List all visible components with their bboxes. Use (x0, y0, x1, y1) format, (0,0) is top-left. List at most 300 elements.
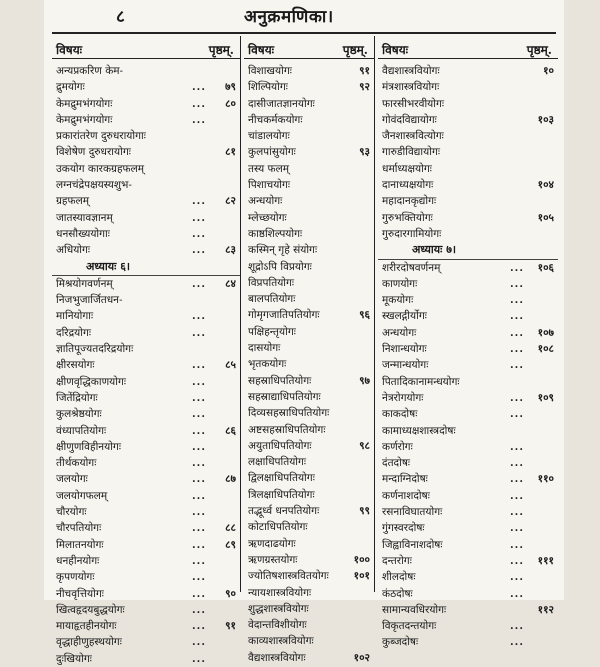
entry-title: काव्यशास्त्रवियोगः (248, 635, 314, 648)
index-entry (244, 324, 374, 340)
entry-title: तस्य फलम् (248, 162, 289, 175)
entry-leader-dots: ... (192, 375, 206, 388)
entry-title: शिल्पियोगः (248, 81, 288, 94)
index-entry (378, 406, 558, 422)
entry-leader-dots: ... (192, 424, 206, 437)
entry-title: गुरुभक्तियोगः (382, 211, 433, 224)
index-column-2 (244, 36, 374, 664)
index-entry (244, 161, 374, 177)
entry-title: नीचवृत्तियोगः (56, 587, 104, 600)
index-entry (378, 112, 558, 128)
entry-title: द्रुमयोगः (56, 81, 85, 94)
index-entry (244, 356, 374, 372)
index-entry (52, 357, 240, 373)
chapter-heading (378, 242, 558, 259)
index-entry (52, 96, 240, 112)
index-entry (52, 193, 240, 209)
entry-page-number: ८६ (225, 424, 236, 437)
chapter-heading (52, 259, 240, 276)
index-entry (52, 112, 240, 128)
entry-page-number: १०२ (353, 651, 370, 664)
entry-page-number: १०० (353, 553, 370, 566)
index-entry (52, 406, 240, 422)
entry-leader-dots: ... (192, 244, 206, 257)
index-entry (52, 423, 240, 439)
entry-title: धनहीनयोगः (56, 554, 100, 567)
column-header-subject: विषयः (248, 43, 275, 57)
entry-title: दानाध्यक्षयोगः (382, 179, 434, 192)
entry-title: शूद्रोऽपि विप्रयोगः (248, 260, 312, 273)
index-entry (244, 617, 374, 633)
entry-leader-dots: ... (192, 473, 206, 486)
index-entry (244, 470, 374, 486)
index-entry (378, 144, 558, 160)
index-entry (52, 537, 240, 553)
entry-leader-dots: ... (510, 506, 524, 519)
index-entry (52, 586, 240, 602)
entry-leader-dots: ... (510, 636, 524, 649)
entry-title: अष्टसहस्राधिपतियोगः (248, 423, 326, 436)
index-entry (378, 634, 558, 650)
index-entry (378, 193, 558, 209)
entry-title: कृपणयोगः (56, 571, 95, 584)
entry-title: पिशाचयोगः (248, 179, 291, 192)
entry-title: चौरयोगः (56, 506, 87, 519)
entry-title: नीचकर्मकयोगः (248, 113, 303, 126)
index-entry (244, 128, 374, 144)
index-entry (378, 602, 558, 618)
entry-title: तद्भूर्ध्व धनपतियोगः (248, 505, 320, 518)
entry-leader-dots: ... (192, 554, 206, 567)
entry-title: कस्मिन् गृहे संयोगः (248, 244, 318, 257)
index-entry (378, 423, 558, 439)
entry-list (52, 63, 240, 667)
page-number: ८ (116, 7, 125, 27)
entry-title: पक्षिहन्तृयोगः (248, 325, 296, 338)
index-entry (244, 536, 374, 552)
index-entry (244, 601, 374, 617)
entry-leader-dots: ... (510, 538, 524, 551)
entry-leader-dots: ... (192, 506, 206, 519)
index-entry (52, 144, 240, 160)
index-entry (244, 568, 374, 584)
entry-title: चौरपतियोगः (56, 522, 102, 535)
entry-leader-dots: ... (192, 620, 206, 633)
index-entry (244, 307, 374, 323)
index-entry (244, 63, 374, 79)
index-entry (378, 455, 558, 471)
index-entry (244, 422, 374, 438)
entry-title: लग्नचंद्रेपक्षयस्यशुभ- (56, 179, 132, 192)
index-entry (378, 586, 558, 602)
entry-leader-dots: ... (510, 277, 524, 290)
entry-title: अधियोगः (56, 244, 91, 257)
entry-leader-dots: ... (510, 261, 524, 274)
column-header (52, 36, 240, 59)
index-entry (52, 602, 240, 618)
index-entry (244, 454, 374, 470)
index-entry (52, 276, 240, 292)
index-entry (378, 79, 558, 95)
entry-leader-dots: ... (192, 636, 206, 649)
entry-page-number: १०३ (537, 113, 554, 126)
index-entry (52, 341, 240, 357)
column-header-page: पृष्ठम्. (526, 43, 552, 57)
entry-title: मायाहृतहीनयोगः (56, 620, 117, 633)
entry-title: शरीरदोषवर्णनम् (382, 261, 441, 274)
entry-leader-dots: ... (510, 571, 524, 584)
entry-page-number: १० (543, 65, 554, 77)
index-entry (244, 405, 374, 421)
entry-title: विशाखयोगः (248, 65, 292, 77)
entry-title: कोटाधिपतियोगः (248, 521, 308, 534)
entry-title: शीलदोषः (382, 571, 416, 584)
entry-title: ज्ञातिपूज्यतदरिद्रयोगः (56, 343, 134, 356)
entry-title: महादानकृद्योगः (382, 195, 437, 208)
entry-page-number: ११२ (537, 603, 554, 616)
entry-page-number: ९७ (359, 374, 370, 387)
column-header-subject: विषयः (56, 43, 83, 57)
entry-page-number: १०५ (537, 211, 554, 224)
index-entry (244, 650, 374, 666)
entry-title: न्यायशास्त्रवियोगः (248, 586, 312, 599)
index-entry (244, 144, 374, 160)
entry-title: द्विलक्षाधिपतियोगः (248, 472, 315, 485)
entry-page-number: ९९ (359, 505, 370, 518)
entry-leader-dots: ... (510, 489, 524, 502)
index-entry (244, 96, 374, 112)
entry-title: वृद्धाहीणुहस्थयोगः (56, 636, 122, 649)
index-entry (244, 340, 374, 356)
entry-list (378, 63, 558, 651)
index-entry (52, 374, 240, 390)
entry-title: क्षीणवृद्धिकाणयोगः (56, 375, 127, 388)
entry-page-number: ९६ (359, 309, 370, 322)
entry-page-number: ९० (225, 587, 236, 600)
entry-leader-dots: ... (192, 195, 206, 208)
entry-title: मानियोगाः (56, 310, 94, 323)
entry-page-number: ९१ (225, 620, 236, 633)
entry-leader-dots: ... (192, 227, 206, 240)
entry-title: कर्णरोगः (382, 440, 413, 453)
entry-page-number: १०६ (537, 261, 554, 274)
column-divider (240, 36, 241, 592)
entry-page-number: ७९ (225, 81, 236, 94)
index-entry (378, 618, 558, 634)
index-entry (378, 390, 558, 406)
top-rule (52, 32, 556, 34)
entry-title: फारसीभरवीयोगः (382, 97, 445, 110)
column-divider (374, 36, 375, 592)
index-entry (52, 325, 240, 341)
entry-title: गोमृगजातिपतियोगः (248, 309, 320, 322)
index-entry (52, 520, 240, 536)
entry-title: चांडालयोगः (248, 130, 290, 143)
entry-leader-dots: ... (510, 326, 524, 339)
entry-title: शुद्धशास्त्रवियोगः (248, 602, 309, 615)
entry-leader-dots: ... (192, 457, 206, 470)
entry-leader-dots: ... (192, 489, 206, 502)
index-entry (244, 487, 374, 503)
entry-leader-dots: ... (510, 473, 524, 486)
entry-leader-dots: ... (510, 294, 524, 307)
entry-leader-dots: ... (510, 343, 524, 356)
entry-title: लक्षाधिपतियोगः (248, 456, 307, 469)
entry-title: सहस्राधिपतियोगः (248, 374, 312, 387)
entry-title: वंध्यापतियोगः (56, 424, 107, 437)
index-entry (378, 128, 558, 144)
entry-title: अन्यप्रकरिण केम- (56, 65, 124, 77)
entry-title: वेदान्तविशीयोगः (248, 619, 307, 632)
index-entry (378, 488, 558, 504)
index-entry (52, 390, 240, 406)
entry-title: विप्रपतियोगः (248, 276, 295, 289)
entry-title: जिह्वाविनाशदोषः (382, 538, 443, 551)
entry-leader-dots: ... (192, 310, 206, 323)
entry-page-number: ९२ (359, 81, 370, 94)
entry-title: वैद्यशास्त्रवियोगः (382, 65, 440, 77)
index-entry (52, 439, 240, 455)
entry-leader-dots: ... (510, 310, 524, 323)
entry-title: काकदोषः (382, 408, 418, 421)
index-entry (52, 79, 240, 95)
entry-title: काणयोगः (382, 277, 418, 290)
entry-title: गारुडीविद्यायोगः (382, 146, 440, 159)
entry-page-number: ९३ (359, 146, 370, 159)
entry-title: क्षीणुणविहीनयोगः (56, 440, 121, 453)
index-entry (52, 618, 240, 634)
entry-title: वैद्यशास्त्रवियोगः (248, 651, 306, 664)
index-entry (244, 79, 374, 95)
index-entry (378, 553, 558, 569)
entry-page-number: १०७ (537, 326, 554, 339)
page-header (44, 4, 564, 28)
index-entry (378, 161, 558, 177)
entry-title: जितेंद्रियोगः (56, 391, 98, 404)
entry-title: अयुताधिपतियोगः (248, 439, 312, 452)
index-entry (244, 177, 374, 193)
entry-title: मिश्रयोगवर्णनम् (56, 277, 113, 290)
index-entry (244, 259, 374, 275)
index-entry (244, 291, 374, 307)
entry-title: दरिद्रयोगः (56, 326, 92, 339)
index-entry (244, 193, 374, 209)
entry-title: अन्धयोगः (248, 195, 283, 208)
index-entry (52, 161, 240, 177)
entry-page-number: १०१ (353, 570, 370, 583)
index-entry (52, 128, 240, 144)
entry-leader-dots: ... (510, 554, 524, 567)
entry-title: मन्दाग्निदोषः (382, 473, 428, 486)
index-column-1 (52, 36, 240, 665)
entry-leader-dots: ... (192, 359, 206, 372)
entry-title: स्खलद्गीर्योगः (382, 310, 427, 323)
entry-page-number: ८८ (225, 522, 236, 535)
column-header-subject: विषयः (382, 43, 409, 57)
entry-title: ज्योतिषशास्त्रवितयोगः (248, 570, 329, 583)
entry-title: अध्यायः ६। (86, 259, 131, 273)
index-entry (244, 373, 374, 389)
index-entry (378, 341, 558, 357)
entry-title: ऋणग्रस्तयोगः (248, 553, 298, 566)
column-header (378, 36, 558, 59)
entry-leader-dots: ... (192, 571, 206, 584)
entry-title: धर्माध्यक्षयोगः (382, 162, 432, 175)
entry-title: खित्वहृदयबुद्धयोगः (56, 603, 125, 616)
index-entry (244, 112, 374, 128)
entry-page-number: ८५ (225, 359, 236, 372)
entry-title: जलयोगफलम् (56, 489, 108, 502)
index-entry (378, 537, 558, 553)
index-entry (378, 357, 558, 373)
entry-leader-dots: ... (192, 277, 206, 290)
index-entry (52, 210, 240, 226)
entry-title: गुरुदारगामियोगः (382, 227, 442, 240)
index-entry (244, 438, 374, 454)
index-entry (52, 226, 240, 242)
entry-title: कर्णनाशदोषः (382, 489, 430, 502)
index-entry (244, 210, 374, 226)
index-entry (378, 226, 558, 242)
entry-page-number: ८९ (225, 538, 236, 551)
index-entry (52, 63, 240, 79)
index-entry (378, 276, 558, 292)
entry-title: दिव्यसहस्राधिपतियोगः (248, 407, 330, 420)
entry-title: अन्धयोगः (382, 326, 417, 339)
index-entry (378, 308, 558, 324)
index-entry (52, 634, 240, 650)
entry-page-number: ९८ (359, 439, 370, 452)
index-entry (378, 374, 558, 390)
index-entry (244, 389, 374, 405)
index-entry (52, 488, 240, 504)
entry-title: नेत्ररोगयोगः (382, 391, 424, 404)
index-entry (52, 471, 240, 487)
entry-page-number: ८१ (225, 146, 236, 159)
entry-leader-dots: ... (510, 587, 524, 600)
entry-leader-dots: ... (192, 97, 206, 110)
column-header-page: पृष्ठम्. (342, 43, 368, 57)
entry-leader-dots: ... (192, 440, 206, 453)
entry-title: मंत्रशास्त्रवियोगः (382, 81, 440, 94)
entry-leader-dots: ... (192, 603, 206, 616)
entry-page-number: ८२ (225, 195, 236, 208)
index-entry (52, 651, 240, 667)
entry-title: विकृतदन्तयोगः (382, 620, 437, 633)
index-entry (52, 455, 240, 471)
entry-page-number: ८० (225, 97, 236, 110)
index-entry (244, 552, 374, 568)
index-entry (378, 260, 558, 276)
index-entry (244, 226, 374, 242)
index-entry (244, 275, 374, 291)
entry-page-number: १०८ (537, 343, 554, 356)
entry-title: विशेषेण दुरुधरायोगः (56, 146, 131, 159)
entry-title: कुलश्रेष्ठयोगः (56, 408, 102, 421)
entry-page-number: १०४ (537, 179, 554, 192)
index-entry (52, 504, 240, 520)
entry-title: ग्रहफलम् (56, 195, 89, 208)
entry-page-number: ११० (537, 473, 554, 486)
entry-leader-dots: ... (510, 359, 524, 372)
index-entry (52, 569, 240, 585)
index-entry (378, 177, 558, 193)
index-entry (378, 439, 558, 455)
entry-title: केमद्रुमभंगयोगः (56, 113, 113, 126)
entry-title: त्रिलक्षाधिपतियोगः (248, 488, 315, 501)
entry-title: म्लेच्छयोगः (248, 211, 287, 224)
book-page (44, 0, 564, 665)
entry-leader-dots: ... (192, 587, 206, 600)
entry-title: दुःखियोगः (56, 652, 92, 665)
entry-title: बालपतियोगः (248, 293, 296, 306)
index-entry (52, 308, 240, 324)
entry-title: जलयोगः (56, 473, 88, 486)
entry-title: गुंगस्वरदोषः (382, 522, 425, 535)
entry-title: धनसौख्ययोगाः (56, 227, 110, 240)
index-entry (378, 63, 558, 79)
entry-leader-dots: ... (510, 522, 524, 535)
entry-leader-dots: ... (510, 457, 524, 470)
index-entry (244, 242, 374, 258)
entry-title: दासीजातज्ञानयोगः (248, 97, 315, 110)
entry-title: ऋणदाढयोगः (248, 537, 296, 550)
entry-leader-dots: ... (192, 113, 206, 126)
index-entry (378, 504, 558, 520)
index-entry (378, 96, 558, 112)
entry-title: पितादिकानामन्धयोगः (382, 375, 460, 388)
entry-title: कामाध्यक्षशास्त्रदोषः (382, 424, 456, 437)
entry-leader-dots: ... (192, 391, 206, 404)
entry-title: जन्मान्धयोगः (382, 359, 429, 372)
entry-title: क्षीरसयोगः (56, 359, 95, 372)
entry-title: कंठदोषः (382, 587, 413, 600)
entry-title: प्रकारांतरेण दुरुधरायोगाः (56, 130, 146, 143)
index-entry (52, 553, 240, 569)
index-entry (244, 503, 374, 519)
entry-title: उकयोग कारकग्रहफलम् (56, 162, 145, 175)
entry-leader-dots: ... (192, 81, 206, 94)
entry-page-number: ८४ (225, 277, 236, 290)
index-entry (244, 585, 374, 601)
index-entry (244, 519, 374, 535)
index-entry (378, 471, 558, 487)
entry-leader-dots: ... (510, 408, 524, 421)
entry-leader-dots: ... (192, 326, 206, 339)
entry-page-number: १०९ (537, 391, 554, 404)
entry-title: कुलपांसुयोगः (248, 146, 296, 159)
index-entry (378, 210, 558, 226)
index-entry (52, 242, 240, 258)
entry-leader-dots: ... (192, 211, 206, 224)
entry-title: दंतदोषः (382, 457, 411, 470)
index-column-3 (378, 36, 558, 649)
column-header (244, 36, 374, 59)
entry-title: मूकयोगः (382, 294, 414, 307)
index-entry (378, 520, 558, 536)
entry-leader-dots: ... (510, 440, 524, 453)
entry-title: तीर्थकयोगः (56, 457, 97, 470)
entry-leader-dots: ... (192, 652, 206, 665)
index-entry (378, 569, 558, 585)
entry-leader-dots: ... (192, 522, 206, 535)
entry-leader-dots: ... (510, 620, 524, 633)
entry-title: निजभुजार्जितधन- (56, 294, 123, 307)
entry-title: अध्यायः ७। (412, 243, 457, 257)
column-header-page: पृष्ठम्. (208, 43, 234, 57)
entry-page-number: ८७ (225, 473, 236, 486)
entry-list (244, 63, 374, 666)
